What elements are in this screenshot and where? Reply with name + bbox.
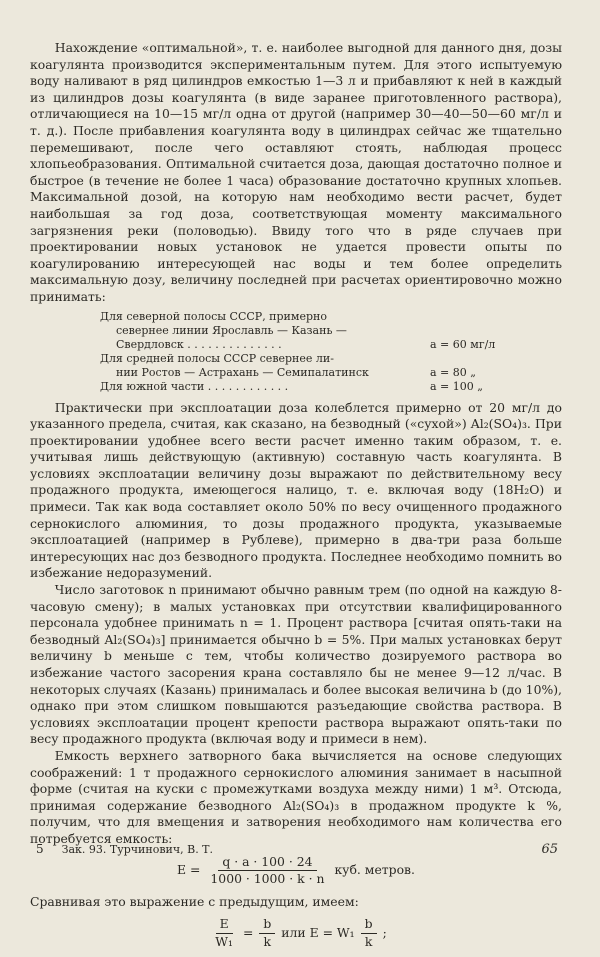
dose-table-row xyxy=(100,338,500,352)
dose-table-label: нии Ростов — Астрахань — Семипалатинск xyxy=(116,365,369,379)
dose-table-label: Для средней полосы СССР севернее ли- xyxy=(100,351,334,365)
dose-table-label: Свердловск . . . . . . . . . . . . . . xyxy=(116,337,282,351)
formula-ratio xyxy=(30,916,562,950)
formula-end: ; xyxy=(382,925,387,941)
formula-equals: = xyxy=(242,925,254,941)
formula-numerator: E xyxy=(216,916,233,934)
dose-table-label: Для северной полосы СССР, примерно xyxy=(100,309,327,323)
paragraph-preparations: Число заготовок n принимают обычно равным трем (по одной на каждую 8-часовую смену); в малых установках при отсутствии квалифицированного персонала удобнее принимать n = 1. Процент раствора [считая опять-таки на безводный Al₂(SO₄)₃] принимается обычно b = 5%. При малых установках берут величину b меньше с тем, чтобы количество дозируемого раствора во избежание частого засорения крана составляло бы не менее 9—12 л/час. В некоторых случаях (Казань) принималась и более высокая величина b (до 10%), однако при этом слишком повышаются разъедающие свойства раствора. В условиях эксплоатации процент крепости раствора выражают опять-таки по весу продажного продукта (включая воду и примеси в нем). xyxy=(30,582,562,747)
page-footer xyxy=(36,842,558,857)
formula-or: или E = W₁ xyxy=(281,925,355,941)
formula-fraction xyxy=(259,916,275,950)
formula-fraction xyxy=(206,854,328,888)
formula-fraction xyxy=(211,916,237,950)
dose-table-value: a = 80 „ xyxy=(430,365,476,379)
printer-imprint: Зак. 93. Турчинович, В. Т. xyxy=(61,843,214,856)
paragraph-comparison: Сравнивая это выражение с предыдущим, имеем: xyxy=(30,893,359,909)
formula-capacity xyxy=(30,854,562,888)
formula-numerator: b xyxy=(361,916,377,934)
formula-lhs: E = xyxy=(177,862,201,878)
paragraph-practical-dose: Практически при эксплоатации доза колеблется примерно от 20 мг/л до указанного предела, считая, как сказано, на безводный («сухой») Al₂(SO₄)₃. При проектировании удобнее всего вести расчет именно таким образом, т. е. учитывая лишь действующую (активную) составную часть коагулянта. В условиях эксплоатации величину дозы выражают по действительному весу продажного продукта, имеющегося налицо, т. е. включая воду (18H₂O) и примеси. Так как вода составляет около 50% по весу очищенного продажного сернокислого алюминия, то дозы продажного продукта, указываемые эксплоатацией (например в Рублеве), примерно в два-три раза больше интересующих нас доз безводного продукта. Последнее необходимо помнить во избежание недоразумений. xyxy=(30,399,562,581)
formula-fraction xyxy=(361,916,377,950)
formula-denominator: 1000 · 1000 · k · n xyxy=(210,871,325,887)
dose-table-row xyxy=(100,380,500,394)
paragraph-optimal-dose: Нахождение «оптимальной», т. е. наиболее выгодной для данного дня, дозы коагулянта производится экспериментальным путем. Для этого испытуемую воду наливают в ряд цилиндров емкостью 1—3 л и прибавляют к ней в каждый из цилиндров дозы коагулянта (в виде заранее приготовленного раствора), отличающиеся на 10—15 мг/л одна от другой (например 30—40—50—60 мг/л и т. д.). После прибавления коагулянта воду в цилиндрах сейчас же тщательно перемешивают, после чего оставляют стоять, наблюдая процесс хлопьеобразования. Оптимальной считается доза, дающая достаточно полное и быстрое (в течение не более 1 часа) образование достаточно крупных хлопьев. Максимальной дозой, на которую нам необходимо вести расчет, будет наибольшая за год доза, соответствующая моменту максимального загрязнения реки (половодью). Ввиду того что в ряде случаев при проектировании новых установок не удается провести опыты по коагулированию интересующей нас воды и тем более определить максимальную дозу, величину последней при расчетах ориентировочно можно принимать: xyxy=(30,40,562,304)
page-number: 65 xyxy=(541,842,558,857)
dose-table xyxy=(100,310,500,394)
formula-numerator: b xyxy=(259,916,275,934)
dose-table-row xyxy=(100,352,500,366)
formula-denominator: k xyxy=(364,933,373,949)
dose-table-row xyxy=(100,310,500,324)
dose-table-label: Для южной части . . . . . . . . . . . . xyxy=(100,379,289,393)
formula-denominator: k xyxy=(263,933,272,949)
dose-table-row xyxy=(100,324,500,338)
paragraph-tank-capacity: Емкость верхнего затворного бака вычисляется на основе следующих соображений: 1 т продажного сернокислого алюминия занимает в насыпной форме (считая на куски с промежутками воздуха между ними) 1 м³. Отсюда, принимая содержание безводного Al₂(SO₄)₃ в продажном продукте k %, получим, что для вмещения и затворения необходимого нам количества его потребуется емкость: xyxy=(30,747,562,846)
dose-table-value: a = 100 „ xyxy=(430,379,483,393)
dose-table-label: севернее линии Ярославль — Казань — xyxy=(116,323,347,337)
dose-table-value: a = 60 мг/л xyxy=(430,337,496,351)
page-body xyxy=(30,40,562,957)
dose-table-row xyxy=(100,366,500,380)
formula-denominator: W₁ xyxy=(215,933,233,949)
formula-unit: куб. метров. xyxy=(334,862,415,878)
formula-numerator: q · a · 100 · 24 xyxy=(218,854,316,872)
signature-mark: 5 xyxy=(36,842,44,856)
